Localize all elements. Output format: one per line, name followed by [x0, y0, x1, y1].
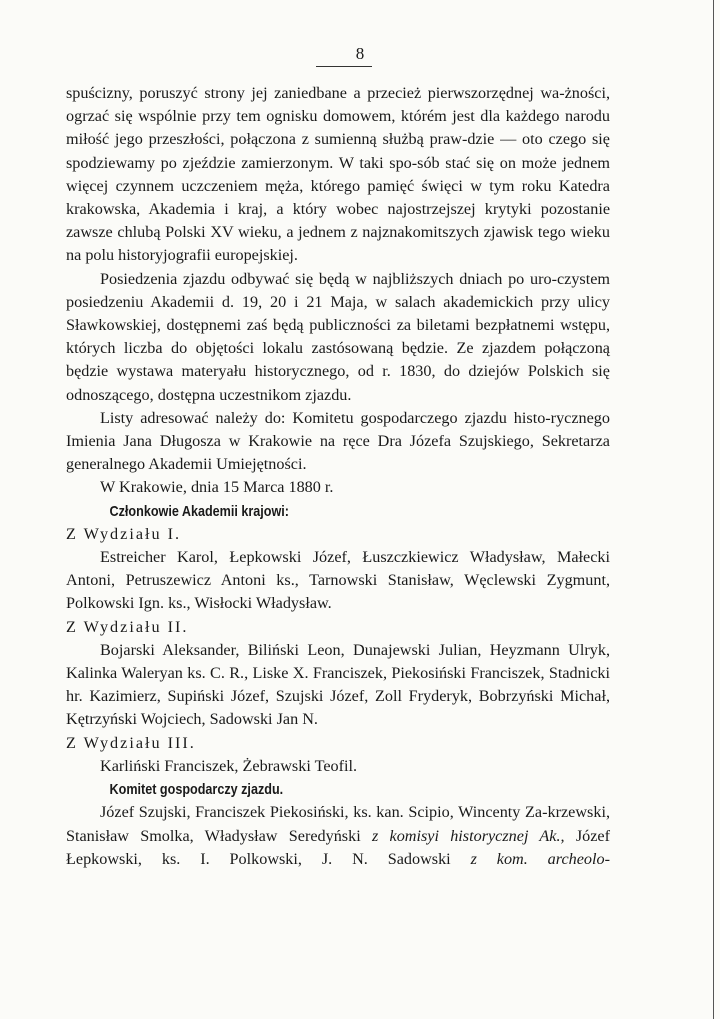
- section-title: Z Wydziału III.: [66, 733, 196, 752]
- committee-text: Józef Szujski, Franciszek Piekosiński, ks. kan. Scipio, Wincenty Za-krzewski, Stanisław Smolka, Władysław Seredyński: [66, 803, 610, 845]
- section-title: Z Wydziału I.: [66, 524, 182, 543]
- paragraph-continuation: spuścizny, poruszyć strony jej zaniedbane a przecież pierwszorzędnej wa-żności, ogrzać się wspólnie przy tem ognisku domowem, którém jest dla każdego narodu miłość jego przeszłości, połączona z sumienną służbą praw-dzie — oto czego się spodziewamy po zjeździe zamierzonym. W taki spo-sób stać się on może jednem więcej czynnem uczczeniem męża, którego pamięć święci w tym roku Katedra krakowska, Akademia i kraj, a który wobec najostrzejszej krytyki pozostanie zawsze chlubą Polski XV wieku, a jednem z najznakomitszych zjawisk tego wieku na polu historyjografii europejskiej.: [66, 84, 610, 265]
- page-body: [66, 82, 610, 871]
- section-title: Z Wydziału II.: [66, 617, 189, 636]
- members-heading: Członkowie Akademii krajowi:: [109, 502, 290, 520]
- page-edge-line: [713, 0, 714, 1019]
- committee-role: z komisyi historycznej Ak.,: [371, 826, 565, 845]
- section-members: Estreicher Karol, Łepkowski Józef, Łuszczkiewicz Władysław, Małecki Antoni, Petruszewicz Antoni ks., Tarnowski Stanisław, Węclewski Zygmunt, Polkowski Ign. ks., Wisłocki Władysław.: [66, 548, 610, 613]
- page-number-rule: [316, 66, 372, 67]
- committee-role: z kom. archeolo-: [470, 849, 610, 868]
- paragraph-sessions: Posiedzenia zjazdu odbywać się będą w najbliższych dniach po uro-czystem posiedzeniu Akademii d. 19, 20 i 21 Maja, w salach akademickich przy ulicy Sławkowskiej, dostępnemi zaś będą publiczności za biletami bezpłatnemi wstępu, których liczba do objętości lokalu zastósowaną będzie. Ze zjazdem połączoną będzie wystawa materyału historycznego, od r. 1830, do dziejów Polskich się odnoszącego, dostępna uczestnikom zjazdu.: [66, 269, 610, 404]
- committee-members: [66, 801, 610, 871]
- section-members: Karliński Franciszek, Żebrawski Teofil.: [100, 756, 358, 775]
- committee-heading: Komitet gospodarczy zjazdu.: [109, 781, 284, 799]
- committee-text: Józef Łepkowski, ks. I. Polkowski, J. N. Sadowski: [66, 826, 610, 868]
- paragraph-letters: Listy adresować należy do: Komitetu gospodarczego zjazdu histo-rycznego Imienia Jana Długosza w Krakowie na ręce Dra Józefa Szujskiego, Sekretarza generalnego Akademii Umiejętności.: [66, 408, 610, 474]
- dateline: W Krakowie, dnia 15 Marca 1880 r.: [100, 478, 334, 497]
- section-members: Bojarski Aleksander, Biliński Leon, Dunajewski Julian, Heyzmann Ulryk, Kalinka Waleryan ks. C. R., Liske X. Franciszek, Piekosiński Franciszek, Stadnicki hr. Kazimierz, Supiński Józef, Szujski Józef, Zoll Fryderyk, Bobrzyński Michał, Kętrzyński Wojciech, Sadowski Jan N.: [66, 640, 610, 729]
- page-number: 8: [355, 44, 365, 63]
